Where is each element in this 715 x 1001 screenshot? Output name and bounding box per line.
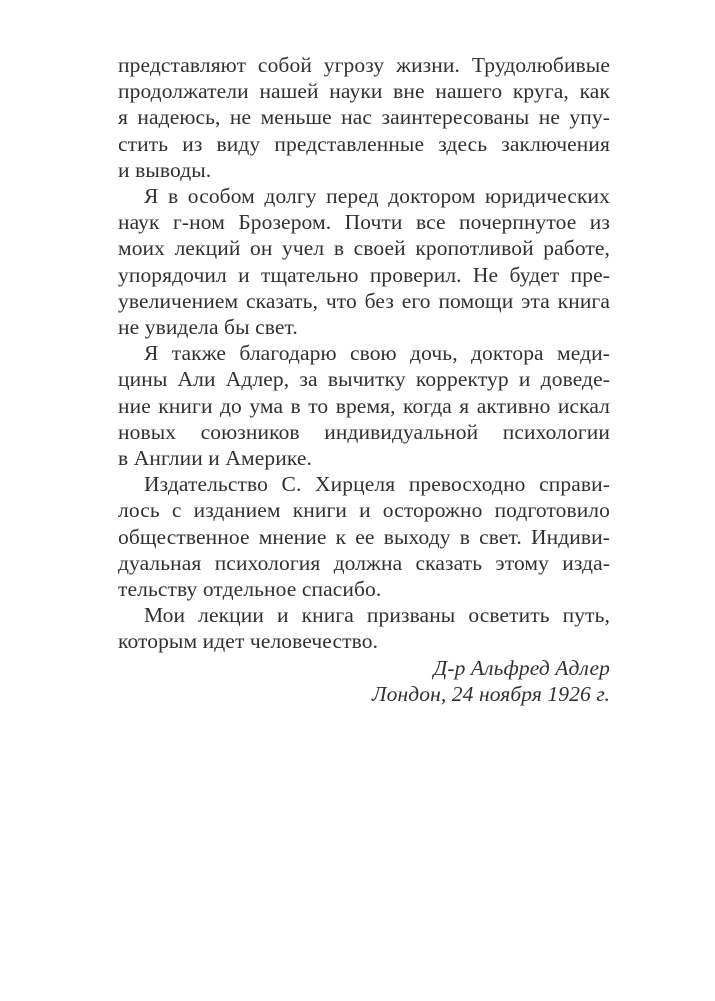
text-line: Издательство С. Хирцеля превосходно справи- [144, 472, 610, 497]
text-line: упорядочил и тщательно проверил. Не будет пре- [118, 262, 610, 287]
text-line: и выводы. [118, 157, 212, 182]
signature-place-date: Лондон, 24 ноября 1926 г. [371, 681, 610, 706]
paragraph [118, 52, 610, 183]
text-line: цины Али Адлер, за вычитку корректур и доведе- [118, 367, 610, 392]
text-line: увеличением сказать, что без его помощи эта книга [118, 288, 610, 313]
text-line: ние книги до ума в то время, когда я активно искал [118, 393, 610, 418]
text-line: общественное мнение к ее выходу в свет. Индиви- [118, 524, 610, 549]
text-line: тельству отдельное спасибо. [118, 577, 382, 602]
paragraph [118, 340, 610, 471]
signature-author: Д-р Альфред Адлер [433, 655, 610, 680]
text-line: Я в особом долгу перед доктором юридических [144, 184, 610, 209]
text-line: дуальная психология должна сказать этому изда- [118, 550, 610, 575]
text-block [118, 52, 610, 707]
paragraph [118, 183, 610, 340]
text-line: в Англии и Америке. [118, 446, 312, 471]
text-line: которым идет человечество. [118, 629, 379, 654]
text-line: новых союзников индивидуальной психологии [118, 419, 610, 444]
text-line: представляют собой угрозу жизни. Трудолюбивые [118, 53, 610, 77]
text-line: наук г-ном Брозером. Почти все почерпнутое из [118, 210, 610, 235]
text-line: Я также благодарю свою дочь, доктора меди- [144, 341, 610, 366]
text-line: не увидела бы свет. [118, 315, 298, 340]
text-line: лось с изданием книги и осторожно подготовило [118, 498, 610, 523]
text-line: Мои лекции и книга призваны осветить путь, [144, 603, 610, 628]
text-line: я надеюсь, не меньше нас заинтересованы не упу- [118, 105, 610, 130]
paragraph [118, 602, 610, 654]
paragraph [118, 471, 610, 602]
text-line: продолжатели нашей науки вне нашего круга, как [118, 79, 610, 104]
text-line: моих лекций он учел в своей кропотливой работе, [118, 236, 610, 261]
paragraphs-container [118, 52, 610, 655]
signature-block [118, 655, 610, 707]
text-line: стить из виду представленные здесь заключения [118, 131, 610, 156]
